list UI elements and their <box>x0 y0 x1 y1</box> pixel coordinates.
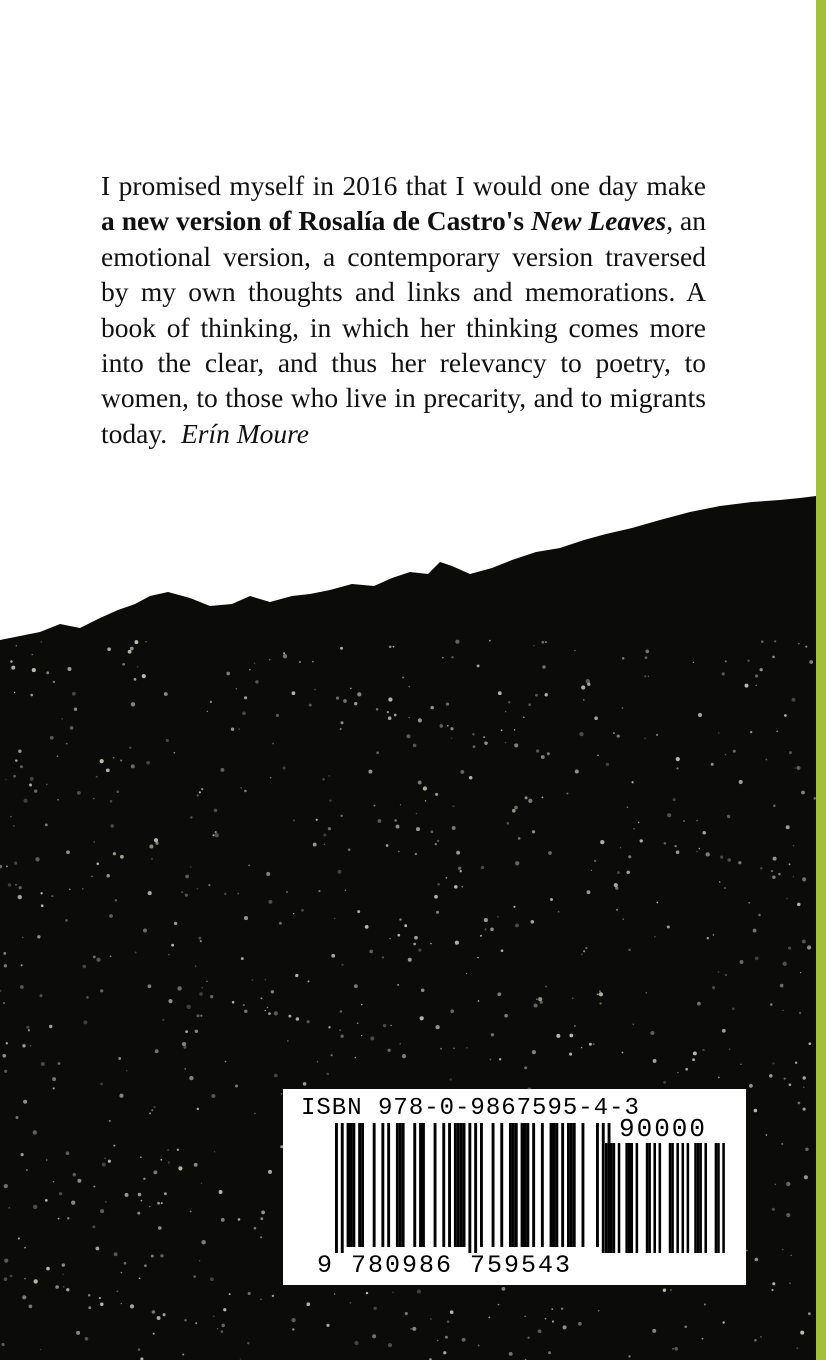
blurb-bold-phrase: a new version of Rosalía de Castro's <box>101 205 525 237</box>
barcode-ean-digits: 9 780986 759543 <box>317 1251 573 1280</box>
blurb-text-body: , an emotional version, a contemporary version traversed by my own thoughts and links and memorations. A book of thinking, in which her thinking comes more into the clear, and thus her relevancy to poetry, to women, to those who live in precarity, and to migrants today. <box>101 205 706 449</box>
blurb-author: Erín Moure <box>180 417 309 449</box>
barcode-addon-digits: 90000 <box>619 1114 708 1144</box>
isbn-label: ISBN 978-0-9867595-4-3 <box>301 1095 640 1122</box>
back-cover-blurb <box>101 168 706 451</box>
isbn-barcode <box>283 1089 746 1285</box>
book-title: New Leaves <box>531 205 667 237</box>
spine-edge <box>816 0 826 1360</box>
blurb-text-intro: I promised myself in 2016 that I would one day make <box>101 170 706 201</box>
